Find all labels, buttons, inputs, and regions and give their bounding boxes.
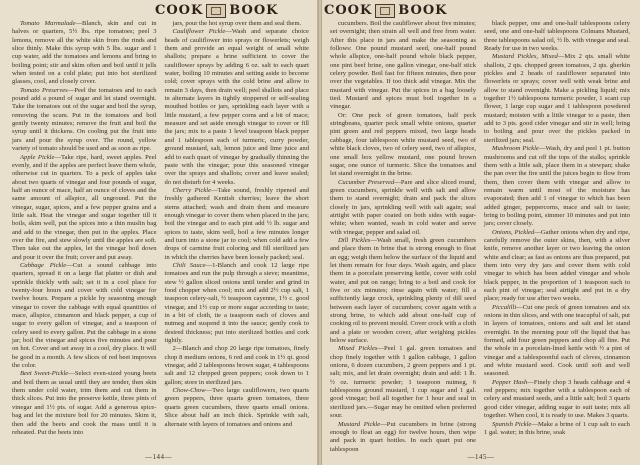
recipe-title: Tomato Marmalade [20, 20, 76, 27]
recipe-title: Cabbage Pickle [20, 261, 67, 269]
recipe-paragraph [330, 421, 476, 454]
recipe-text: —Wash and separate choice heads of cauliflower into sprays or flowerlets; weigh them and provide an equal weight of small white shallots; prepare a brine sufficient to cover the cauliflower sprays by adding 6 oz. salt to each quart water, boiling 10 minutes and setting aside to become cold; cover sprays with the cold brine and allow to remain 3 days, then drain well; peel shallots and place in alternate layers in tightly stoppered or self-sealing mouthed bottles or jars, sprinkling each layer with a little mustard, a few pepper corns and a bit of mace; measure and set aside enough vinegar to cover or fill the jars; mix to a paste 1 level teaspoon black pepper and 1 tablespoon each of turmeric, curry powder, ground mustard, salt, lemon juice and lime juice and add to each quart of vinegar by gradually thinning the paste with the vinegar; pour this seasoned vinegar over the sprays and shallots; cover and leave sealed; do not disturb for 4 weeks. [164, 28, 309, 186]
recipe-paragraph [12, 262, 157, 370]
recipe-title: Mixed Pickles [338, 345, 378, 353]
recipe-title: Apple Pickle [20, 153, 55, 161]
recipe-title: Pepper Hash [492, 378, 528, 386]
recipe-text: —Make a brine of 1 cup salt to each 1 gal. water; in this brine, soak [484, 420, 630, 436]
recipe-title: Cauliflower Pickle [172, 28, 226, 36]
recipe-text: —Two large cauliflowers, two quarts green peppers, three quarts green tomatoes, three quarts green cucumbers, three quarts small onions. Slice about half an inch thick. Sprinkle with salt, alternate with layers of tomatoes and onions and [164, 387, 309, 428]
column-2 [165, 20, 310, 447]
recipe-text: —Wash, dry and peel 1 pt. button mushrooms and cut off the tops of the stalks; sprinkle them with a little salt, place them in a stewpan; shake the pan over the fire until the juices begin to flow from them, then cover them with vinegar and allow to remain warm until most of the moisture has evaporated; then add 1 of vinegar to which has been added ginger, peppercorns, mace and salt to taste; bring to boiling point, simmer 10 minutes and put into jars; cover closely. [484, 145, 630, 228]
column-2 [484, 20, 630, 447]
column-1 [12, 20, 157, 447]
recipe-title: Tomato Preserves [20, 86, 68, 94]
cookbook-emblem-icon [206, 4, 226, 18]
recipe-paragraph [330, 345, 476, 420]
recipe-text: —Wash small, fresh green cucumbers and place them in brine that is strong enough to float an egg; weigh them below the surface of the liquid and let them remain for four days. Wash again, and place them in a porcelain preserving kettle, cover with cold water, and put on range; bring to a boil and cook for five or six minutes; rinse again with water; fill a sufficiently large crock, sprinkling plenty of dill seed between each layer of cucumbers; cover again with a strong brine, to which add about one-half cup of cooking oil to prevent mould. Cover crock with a cloth and a plate or wooden cover, after weighing pickles below surface. [330, 236, 476, 345]
recipe-paragraph [12, 87, 157, 154]
recipe-text: —Cut a sound cabbage into quarters, spread it on a large flat platter or dish and sprinkle thickly with salt; set it in a cool place for twenty-four hours and cover with cold vinegar for twelve hours. Prepare a pickle by seasoning enough vinegar to cover the cabbage with equal quantities of mace, allspice, cinnamon and black pepper, a cup of sugar to every gallon of vinegar, and a teaspoon of celery seed to every gallon. Put the cabbage in a stone jar; boil the vinegar and spices five minutes and pour on hot. Cover and set away in a cool, dry place. It will be good in a month. A few slices of red beet improves the color. [12, 261, 157, 370]
text-columns [330, 20, 630, 453]
recipe-paragraph [12, 154, 157, 262]
recipe-text: —1-Blanch and cook 12 large ripe tomatoes and run the pulp through a sieve; meantime, stew ½ gallon sliced onions until tender and grind in food chopper when cool; mix and add 2½ cup salt, 1 teaspoon celery-salt, ½ teaspoon cayenne, 1½ c. good vinegar, and 1½ cup or more sugar according to taste; in a bit of cloth, tie a teaspoon each of cloves and nutmeg and suspend it into the sauce; gently cook to desired thickness; put into sterilized bottles and cork tightly. [164, 261, 309, 345]
recipe-text: cucumbers. Boil the cauliflower about five minutes; set overnight; then strain all well and free from water. After this place in jars and make the seasoning as follows: One pound mustard seed, one-half pound whole allspice, one-half pound whole black pepper, one pint beef brine, one gallon vinegar, one-half stick celery powder. Boil fast for fifteen minutes, then pour over the vegetables. If too thick add vinegar. Mix the mustard with vinegar. Put the spices in a bag loosely tied. Mustard and spices must boil together in a vinegar. [330, 20, 476, 111]
recipe-text: —Take ripe, hard, sweet apples. Peel evenly, and if the apples are perfect leave them whole, otherwise cut in quarters. To a peck of apples take about two quarts of vinegar and four pounds of sugar, half an ounce of mace, half an ounce of cloves and the same amount of allspice, all unground. Put the vinegar, sugar, spices, and a few pepper grains and a little salt. Heat the vinegar and sugar together till it boils, skim well, put the spices into a thin muslin bag and add to the vinegar, then put in the apples. Place over the fire, and stew slowly until the apples are soft. Then take out the apples, let the vinegar boil down and pour it over the fruit; cover and put away. [12, 153, 157, 261]
recipe-paragraph [12, 370, 157, 437]
recipe-paragraph [484, 145, 630, 228]
recipe-paragraph [165, 28, 310, 187]
recipe-paragraph [484, 421, 630, 438]
recipe-text: black pepper, one and one-half tablespoons celery seed, one and one-half tablespoons Colmans Mustard, three tablespoons salad oil, ½ lb. with vinegar and seal. Ready for use in two weeks. [484, 20, 630, 53]
recipe-title: Mustard Pickle [338, 420, 381, 428]
column-1 [330, 20, 476, 453]
text-columns [12, 20, 309, 447]
recipe-title: Cherry Pickle [172, 186, 212, 194]
recipe-text: Or: One peck of green tomatoes, half peck stringbeans, quarter peck small white onions, quarter pint green and red peppers mixed, two large heads cabbage, four tablespoon white mustard seed, two of white black cloves, two of celery seed, two of allspice, one small box yellow mustard, one pound brown sugar, one ounce of turmeric. Slice the tomatoes and let stand overnight in the brine. [330, 111, 476, 178]
header-word-book: BOOK [229, 3, 279, 18]
right-page [322, 0, 640, 465]
recipe-text: —Mix 2 qts. small white shallots, 2 qts. chopped green tomatoes, 2 qts. gherkin pickles and 2 heads of cauliflower separated into flowerlets or sprays; cover well with weak brine and allow to stand overnight. Make a pickling liquid; mix together 1½ tablespoons turmeric powder, 1 scant cup flower, 1 large cup sugar and 1 tablespoon powdered mustard; moisten with a little vinegar to a paste, then add to 3 pts. good cider vinegar and stir in well; bring to boiling and pour over the pickles packed in sterilized jars; seal. [484, 53, 630, 144]
recipe-paragraph [165, 262, 310, 345]
recipe-paragraph [165, 187, 310, 262]
left-page [0, 0, 318, 465]
recipe-title: Chili Sauce [172, 261, 206, 269]
recipe-text: 2—Blanch and chop 20 large ripe tomatoes, finely chop 8 medium onions, 6 red and cook in 1½ qt. good vinegar, add 2 tablespoons brown sugar, 4 tablespoons salt and 12 chopped green peppers; cook down to 1 gallon; store in sterilized jars. [164, 345, 309, 386]
recipe-paragraph [330, 237, 476, 345]
recipe-text: —Peel 1 gal. green tomatoes and chop finely together with 1 gallon cabbage, 1 gallon onions, 6 dozen cucumbers, 2 green peppers and 1 pt. salt; mix, and let drain overnight; drain and add: 1 lb. ½ oz. turmeric powder; 1 teaspoon nutmeg, 6 tablespoons ground mustard, 1 cup sugar and 1 gal. good vinegar; boil all together for 1 hour and seal in sterilized jars.—Sugar may be omitted when preferred sour. [330, 345, 476, 420]
recipe-text: —Blanch, skin and cut in halves or quarters, 5½ lbs. ripe tomatoes; peel 3 lemons, remove all the white skin from the rinds and slice thinly. Make this syrup with 5 lbs. sugar and 1 cup water, add the tomatoes and lemons and bring to boiling point; stir and skim often and boil until it jells when tested on a cold plate; put into hot sterilized glasses, cool, and closely cover. [12, 20, 157, 86]
recipe-title: Spanish Pickle [492, 420, 532, 428]
recipe-text: —Pare and slice sliced round, green cucumbers, sprinkle well with salt and allow them to stand overnight; drain and pack the slices closely in jars, sprinkling well with salt again; seal airtight with paper coated on both sides with sugar-white; when wanted, wash in cold water and serve with vinegar, pepper and salad oil. [330, 178, 476, 236]
page-header [324, 2, 484, 19]
recipe-paragraph [165, 20, 310, 28]
recipe-paragraph [12, 20, 157, 87]
header-word-cook: COOK [324, 3, 373, 18]
recipe-title: Mustard Pickles, Mixed [492, 53, 558, 61]
recipe-paragraph [484, 20, 630, 53]
recipe-paragraph [165, 345, 310, 387]
recipe-title: Dill Pickles [338, 236, 371, 244]
cookbook-emblem-icon [375, 4, 395, 18]
recipe-paragraph [484, 304, 630, 379]
header-word-cook: COOK [155, 3, 204, 18]
recipe-title: Piccalilli [492, 303, 517, 311]
page-number: —144— [145, 453, 172, 461]
recipe-title: Beet Sweet-Pickle [20, 370, 69, 378]
recipe-paragraph [330, 20, 476, 112]
page-number: —145— [467, 453, 495, 461]
recipe-paragraph [484, 229, 630, 304]
page-header [155, 2, 315, 19]
recipe-title: Cucumber Preserved [338, 178, 395, 186]
recipe-text: jars, pour the hot syrup over them and seal them. [172, 20, 302, 27]
recipe-text: —Put cucumbers in brine (strong enough to float an egg) for twelve hours, then wipe and pack in quart bottles. In each quart put one tablespoon [330, 420, 476, 453]
recipe-paragraph [484, 53, 630, 145]
header-word-book: BOOK [398, 3, 448, 18]
recipe-text: —Finely chop 3 heads cabbage and 4 red peppers; mix together with a tablespoon each of celery and mustard seeds, and a little salt; boil 3 quarts good cider vinegar, adding sugar to suit taste; mix all together. When cool, it is ready to use. Makes 3 quarts. [484, 378, 630, 420]
recipe-title: Onions, Pickled [492, 228, 535, 236]
recipe-title: Mushroom Pickle [492, 145, 539, 153]
recipe-text: —Select even-sized young beets and boil them as usual until they are tender, then skin them under cold water, trim them and cut them in thick slices. Put into the preserve kettle, three pints of vinegar and 1½ pts. of sugar. Add a generous spice-bag and let the mixture boil for 20 minutes. Skim it, then add the beets and cook the mass until it is reheated. Put the beets into [12, 370, 157, 436]
recipe-text: —Gather onions when dry and ripe, carefully remove the outer skins, then, with a silver knife, remove another layer or two leaving the onion white and clear; as fast as onions are thus prepared, put them into very dry jars and cover them with cold vinegar to which has been added vinegar and whole black pepper, in the proportion of 1 teaspoon each to each pint of vinegar; seal airtight and put in a dry place; ready for use after two weeks. [484, 228, 630, 303]
recipe-paragraph [330, 112, 476, 179]
recipe-text: —Take sound, freshly ripened and freshly gathered Kentish cherries; leave the short stems attached; wash and drain them and measure enough vinegar to cover them when placed in the jars; boil the vinegar and to each pint add ½ lb. sugar and spices to taste, skim well, boil a few minutes longer and turn into a stone jar to cool; when cold add a few drops of carmine fruit coloring and fill sterilized jars in which the cherries have been loosely packed; seal. [164, 186, 309, 261]
recipe-text: —Peel the tomatoes and to each pound add a pound of sugar and let stand overnight. Take the tomatoes out of the sugar and boil the syrup, removing the scum. Put in the tomatoes and boil gently twenty minutes; remove the fruit and boil the syrup until it thickens. On cooling put the fruit into jars and pour the syrup over. The round, yellow variety of tomato should be used and as soon as ripe. [12, 86, 157, 153]
recipe-text: —Cut one peck of green tomatoes and six onions in thin slices, and with one teacupful of salt, put in layers of tomatoes, onions and salt and let stand overnight. In the morning pour off the liquid that has formed, add four green peppers and chop all fine. Put the whole in a porcelain-lined kettle with ½ a pint of vinegar and a tablespoonful each of cloves, cinnamon and white mustard seed. Cook until soft and well seasoned. [484, 303, 630, 378]
recipe-paragraph [484, 379, 630, 421]
recipe-paragraph [165, 387, 310, 429]
recipe-paragraph [330, 179, 476, 237]
recipe-title: Chow-Chow [172, 387, 206, 395]
